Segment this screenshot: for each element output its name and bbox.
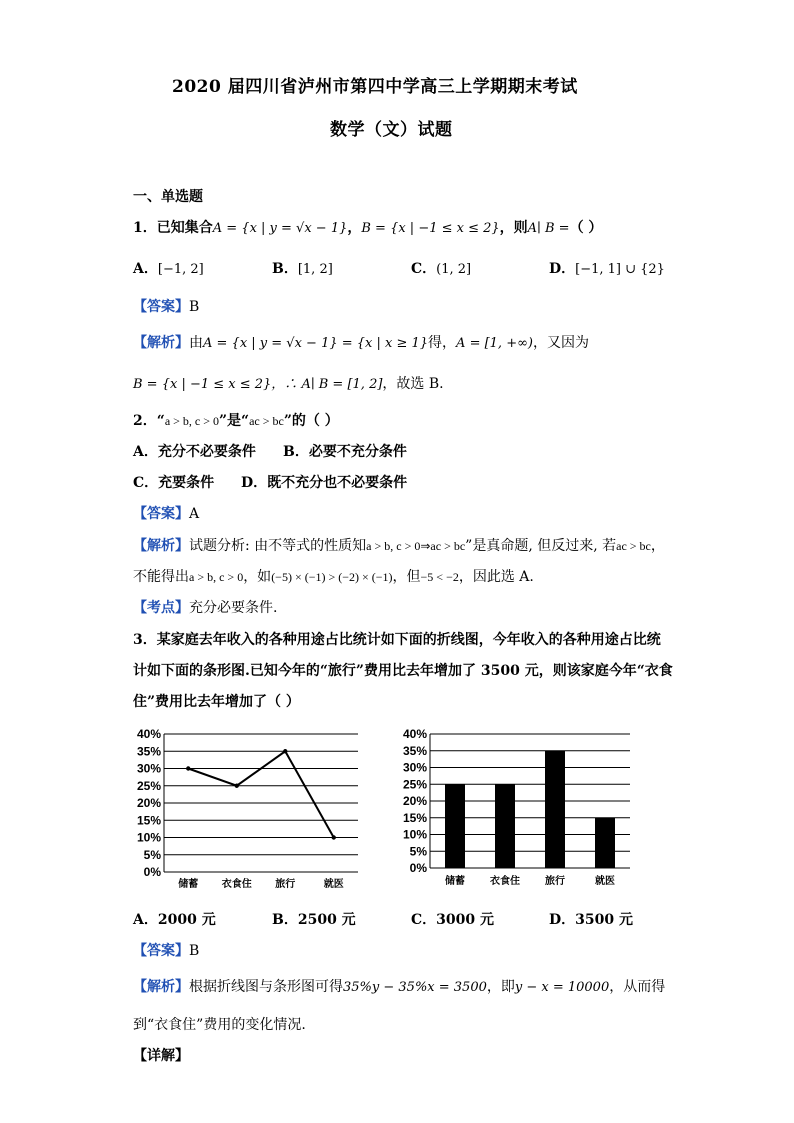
y-tick-label: 20% — [402, 794, 427, 808]
q1-option-d[interactable] — [549, 258, 665, 278]
y-tick-label: 35% — [402, 743, 427, 758]
text: ， — [650, 538, 665, 554]
option-label: B． — [272, 912, 298, 928]
math: −5 < −2 — [420, 570, 459, 584]
option-value: 充要条件 — [158, 475, 215, 491]
x-tick-label: 旅行 — [275, 879, 296, 890]
y-tick-label: 30% — [136, 761, 161, 776]
q1-option-c[interactable] — [411, 258, 471, 278]
option-value: 充分不必要条件 — [157, 444, 256, 460]
text: ，如 — [243, 569, 272, 585]
option-label: B． — [272, 261, 298, 277]
q1-analysis-line2 — [133, 373, 444, 393]
option-value: 2000 元 — [157, 912, 216, 928]
math: (−5) × (−1) > (−2) × (−1) — [271, 570, 393, 584]
text: ，因此选 A. — [458, 569, 534, 585]
analysis-tag: 【解析】 — [133, 538, 189, 554]
text: ，但 — [392, 569, 421, 585]
math: 35%y − 35%x = 3500 — [343, 980, 487, 995]
text: ”是真命题, 但反过来, 若 — [465, 538, 617, 554]
q2-option-c[interactable] — [133, 472, 214, 492]
option-value: 必要不充分条件 — [308, 444, 407, 460]
point-tag: 【考点】 — [133, 600, 189, 616]
line-chart-x-ticks — [178, 877, 344, 890]
q1-option-b[interactable] — [272, 258, 333, 278]
option-value: 3000 元 — [436, 912, 494, 928]
text: ，即 — [486, 979, 515, 995]
line-point — [186, 766, 190, 770]
line-chart-points — [186, 749, 336, 840]
x-tick-label: 储蓄 — [178, 879, 199, 890]
q2-option-b[interactable] — [283, 441, 407, 461]
q1-set-a: A = {x | y = √x − 1} — [212, 221, 348, 236]
q1-then: ，则 — [499, 220, 528, 236]
q1-stem — [133, 217, 602, 237]
q2-option-d[interactable] — [241, 472, 407, 492]
option-value: [1, 2] — [297, 262, 333, 277]
q3-stem-line2: 计如下面的条形图.已知今年的“旅行”费用比去年增加了 3500 元，则该家庭今年“衣食 — [133, 663, 673, 679]
x-tick-label: 衣食住 — [221, 879, 252, 890]
line-chart-y-ticks — [137, 727, 161, 879]
y-tick-label: 20% — [136, 796, 161, 810]
q2-number: 2． — [133, 413, 157, 429]
paper-subtitle: 数学（文）试题 — [330, 120, 453, 140]
y-tick-label: 40% — [136, 727, 161, 741]
bar — [495, 784, 515, 868]
line-point — [332, 835, 336, 839]
text: “ — [156, 413, 165, 429]
q1-number: 1．已知集合 — [133, 220, 213, 236]
option-label: A． — [133, 261, 158, 277]
q2-point — [133, 597, 277, 617]
q2-analysis-line2 — [133, 566, 534, 586]
line-chart-grid — [164, 734, 358, 872]
option-value: [−1, 1] ∪ {2} — [575, 262, 665, 277]
math: a > b, c > 0 — [164, 414, 219, 428]
text: 不能得出 — [133, 569, 189, 585]
analysis-tag: 【解析】 — [133, 979, 189, 995]
section-heading: 一、单选题 — [133, 189, 203, 205]
q3-analysis-line2: 到“衣食住”费用的变化情况. — [133, 1017, 306, 1033]
x-tick-label: 储蓄 — [445, 876, 465, 887]
q3-stem-line1: 3．某家庭去年收入的各种用途占比统计如下面的折线图，今年收入的各种用途占比统 — [133, 632, 661, 648]
math: A = {x | y = √x − 1} = {x | x ≥ 1} — [203, 336, 429, 351]
q2-answer — [133, 503, 199, 523]
bar — [595, 818, 615, 868]
option-label: D． — [241, 475, 268, 491]
y-tick-label: 15% — [402, 810, 427, 825]
option-label: A． — [133, 912, 158, 928]
math: y − x = 10000 — [514, 980, 610, 995]
y-tick-label: 5% — [143, 847, 161, 862]
bar — [545, 751, 565, 868]
q2-analysis-line1 — [133, 535, 665, 555]
q1-option-a[interactable] — [133, 258, 204, 278]
option-value: (1, 2] — [436, 262, 472, 277]
answer-tag: 【答案】 — [133, 506, 189, 522]
option-label: C． — [411, 261, 437, 277]
answer-value: B — [189, 943, 200, 959]
y-tick-label: 5% — [409, 844, 427, 859]
line-chart-series — [188, 751, 334, 837]
line-chart — [128, 722, 364, 892]
line-point — [235, 784, 239, 788]
math: ac > bc — [616, 539, 651, 553]
answer-value: B — [189, 299, 200, 315]
y-tick-label: 10% — [402, 827, 427, 842]
text: 根据折线图与条形图可得 — [189, 979, 343, 995]
x-tick-label: 旅行 — [545, 876, 565, 887]
bar — [445, 784, 465, 868]
option-value: 2500 元 — [297, 912, 356, 928]
x-tick-label: 就医 — [323, 879, 344, 890]
q1-analysis-line1 — [133, 332, 589, 352]
y-tick-label: 35% — [136, 744, 161, 759]
q2-option-a[interactable] — [133, 441, 256, 461]
q1-set-b: B = {x | −1 ≤ x ≤ 2} — [361, 221, 500, 236]
x-tick-label: 就医 — [595, 876, 615, 887]
answer-value: A — [189, 506, 200, 522]
math: A = [1, +∞) — [456, 336, 533, 351]
bar-chart-x-ticks — [445, 874, 615, 887]
q2-stem — [133, 410, 339, 430]
text: ”是“ — [219, 413, 250, 429]
text: ，故选 B. — [382, 376, 444, 392]
bar-chart-bars — [445, 751, 615, 868]
option-value: [−1, 2] — [157, 262, 204, 277]
answer-tag: 【答案】 — [133, 943, 189, 959]
y-tick-label: 0% — [409, 861, 427, 875]
analysis-tag: 【解析】 — [133, 335, 189, 351]
option-label: D． — [549, 261, 576, 277]
math: a > b, c > 0 — [189, 570, 244, 584]
text: 由 — [189, 335, 203, 351]
option-label: A． — [133, 444, 158, 460]
y-tick-label: 40% — [402, 727, 427, 741]
paper-title: 2020 届四川省泸州市第四中学高三上学期期末考试 — [172, 77, 578, 97]
text: ，又因为 — [533, 335, 589, 351]
point-value: 充分必要条件. — [189, 600, 278, 616]
y-tick-label: 0% — [143, 865, 161, 879]
q3-option-d[interactable] — [549, 909, 633, 929]
option-label: C． — [133, 475, 159, 491]
option-value: 既不充分也不必要条件 — [267, 475, 408, 491]
q3-option-c[interactable] — [411, 909, 494, 929]
y-tick-label: 10% — [136, 830, 161, 845]
q3-detail-tag: 【详解】 — [133, 1048, 189, 1064]
q1-expr: A∣ B = — [527, 221, 570, 236]
q3-option-a[interactable] — [133, 909, 216, 929]
y-tick-label: 25% — [136, 778, 161, 793]
q1-paren: （ ） — [569, 220, 603, 236]
x-tick-label: 衣食住 — [490, 876, 520, 887]
text: 得， — [428, 335, 457, 351]
math: B = {x | −1 ≤ x ≤ 2}，∴ A∣ B = [1, 2] — [133, 377, 383, 392]
option-label: C． — [411, 912, 437, 928]
y-tick-label: 15% — [136, 813, 161, 828]
option-value: 3500 元 — [575, 912, 633, 928]
option-label: D． — [549, 912, 576, 928]
math: ac > bc — [249, 414, 284, 428]
bar-chart — [388, 722, 638, 892]
text: 试题分析: 由不等式的性质知 — [189, 538, 367, 554]
answer-tag: 【答案】 — [133, 299, 189, 315]
y-tick-label: 25% — [402, 777, 427, 792]
bar-chart-y-ticks — [403, 727, 427, 875]
text: ，从而得 — [609, 979, 666, 995]
line-point — [283, 749, 287, 753]
q3-option-b[interactable] — [272, 909, 356, 929]
option-label: B． — [283, 444, 309, 460]
y-tick-label: 30% — [402, 760, 427, 775]
q1-answer — [133, 296, 199, 316]
math: a > b, c > 0⇒ac > bc — [366, 539, 466, 553]
text: ”的（ ） — [283, 413, 339, 429]
q3-stem-line3: 住”费用比去年增加了（ ） — [133, 694, 300, 710]
q3-answer — [133, 940, 199, 960]
q3-analysis-line1 — [133, 976, 665, 996]
q1-comma: ， — [347, 220, 362, 236]
